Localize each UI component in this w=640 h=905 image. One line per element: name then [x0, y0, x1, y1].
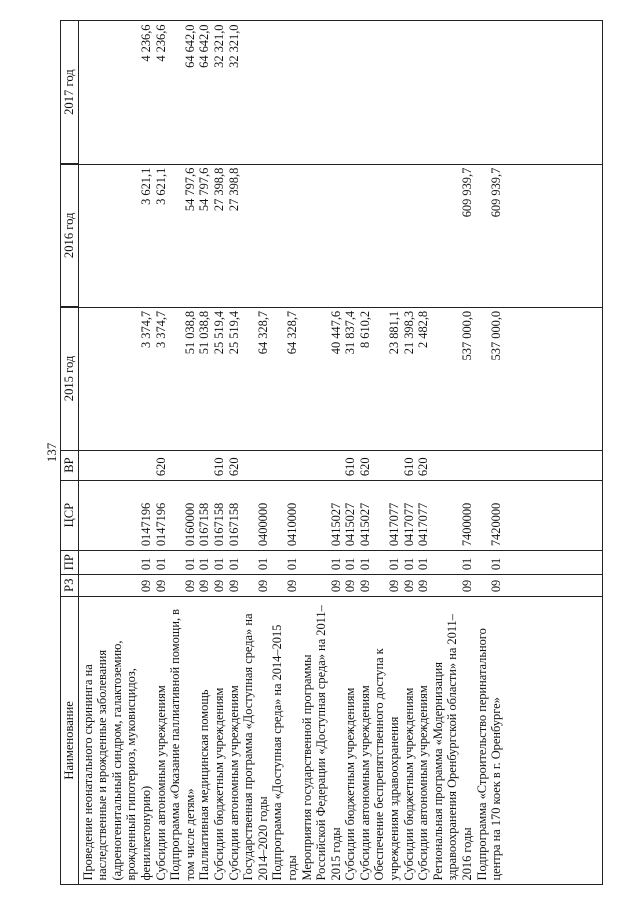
cell-name: Мероприятия государственной программы Российской Федерации «Доступная среда» на 2011–2015 годы	[299, 605, 343, 881]
cell-y2017	[431, 21, 475, 164]
table-row	[197, 21, 212, 885]
cell-y2017	[270, 21, 299, 164]
cell-csr: 0417077	[401, 502, 416, 547]
cell-y2015: 40 447,6	[328, 310, 343, 355]
cell-pr: 01	[343, 557, 358, 571]
cell-vr	[475, 450, 504, 480]
cell-name: Субсидии автономным учреждениям	[153, 685, 168, 881]
cell-csr: 0415027	[357, 502, 372, 547]
table-row	[358, 21, 373, 885]
cell-vr	[78, 450, 153, 480]
cell-pr: 01	[489, 557, 504, 571]
cell-y2015: 21 398,3	[401, 310, 416, 355]
budget-table	[60, 20, 504, 885]
cell-name: Субсидии бюджетным учреждениям	[343, 687, 358, 881]
cell-y2017: 64 642,0	[182, 24, 197, 68]
cell-y2017	[416, 21, 431, 164]
cell-rz: 09	[226, 579, 241, 593]
cell-pr: 01	[460, 557, 475, 571]
cell-y2016	[358, 164, 373, 307]
header-csr: ЦСР	[61, 480, 79, 550]
cell-y2016: 609 939,7	[460, 167, 475, 218]
cell-y2016: 3 621,1	[138, 167, 153, 205]
cell-csr: 0160000	[182, 502, 197, 547]
cell-rz: 09	[138, 579, 153, 593]
header-name: Наименование	[61, 596, 79, 884]
header-2015: 2015 год	[61, 307, 79, 450]
table-row	[475, 21, 504, 885]
cell-csr: 7400000	[460, 502, 475, 547]
cell-y2015: 537 000,0	[460, 310, 475, 361]
cell-y2017: 4 236,6	[153, 24, 168, 62]
cell-rz: 09	[197, 579, 212, 593]
cell-vr: 610	[401, 457, 416, 477]
cell-vr: 620	[416, 457, 431, 477]
cell-y2015: 31 837,4	[343, 310, 358, 355]
cell-y2015: 64 328,7	[255, 310, 270, 355]
header-vr: ВР	[61, 450, 79, 480]
cell-vr: 620	[226, 457, 241, 477]
cell-vr	[168, 450, 197, 480]
cell-y2016: 27 398,8	[211, 167, 226, 212]
cell-vr: 610	[343, 457, 358, 477]
table-header	[61, 21, 79, 885]
cell-y2016: 54 797,6	[182, 167, 197, 212]
cell-rz: 09	[182, 579, 197, 593]
column-divider	[60, 550, 603, 551]
cell-pr: 01	[357, 557, 372, 571]
cell-y2016: 609 939,7	[489, 167, 504, 218]
cell-y2016	[343, 164, 358, 307]
cell-y2017	[475, 21, 504, 164]
cell-y2016	[402, 164, 417, 307]
cell-csr: 0167158	[226, 502, 241, 547]
column-divider	[60, 450, 603, 451]
column-divider	[60, 480, 603, 481]
table-row	[168, 21, 197, 885]
cell-csr: 0415027	[328, 502, 343, 547]
cell-csr: 0400000	[255, 502, 270, 547]
cell-y2015: 51 038,8	[182, 310, 197, 355]
cell-name: Региональная программа «Модернизация здравоохранения Оренбургской области» на 2011–2016 годы	[430, 614, 475, 881]
cell-csr: 0167158	[211, 502, 226, 547]
cell-rz: 09	[284, 579, 299, 593]
cell-vr	[197, 450, 212, 480]
cell-vr: 620	[357, 457, 372, 477]
cell-y2015: 8 610,2	[357, 310, 372, 349]
cell-y2015: 25 519,4	[211, 310, 226, 355]
cell-y2016: 3 621,1	[153, 167, 168, 205]
column-divider	[60, 574, 603, 575]
cell-y2017	[241, 21, 270, 164]
cell-rz: 09	[489, 579, 504, 593]
table-row	[402, 21, 417, 885]
cell-pr: 01	[153, 557, 168, 571]
cell-y2017	[372, 21, 401, 164]
cell-y2016	[241, 164, 270, 307]
cell-name: Подпрограмма «Строительство перинатального центра на 170 коек в г. Оренбурге»	[474, 628, 504, 881]
cell-rz: 09	[357, 579, 372, 593]
cell-csr: 0417077	[387, 502, 402, 547]
cell-name: Подпрограмма «Доступная среда» на 2014–2015 годы	[270, 624, 299, 881]
cell-name: Субсидии автономным учреждениям	[416, 685, 431, 881]
cell-rz: 09	[387, 579, 402, 593]
cell-vr	[241, 450, 270, 480]
cell-pr: 01	[211, 557, 226, 571]
cell-y2015: 3 374,7	[138, 310, 153, 349]
cell-name: Проведение неонатального скрининга на наследственные и врожденные заболевания (адреногенитальный синдром, галактоземию, врожденный гипотериоз, муковисцидоз, фенилкетонурию)	[80, 640, 153, 881]
cell-y2017: 32 321,0	[226, 24, 241, 68]
table-body	[78, 21, 504, 885]
cell-name: Субсидии бюджетным учреждениям	[211, 687, 226, 881]
cell-pr: 01	[416, 557, 431, 571]
header-pr: ПР	[61, 550, 79, 574]
cell-rz: 09	[328, 579, 343, 593]
table-row	[241, 21, 270, 885]
cell-vr: 620	[153, 457, 168, 477]
cell-name: Подпрограмма «Оказание паллиативной помощи, в том числе детям»	[168, 608, 197, 881]
table-row	[343, 21, 358, 885]
table-row	[154, 21, 169, 885]
cell-rz: 09	[401, 579, 416, 593]
cell-y2017	[300, 21, 344, 164]
cell-pr: 01	[226, 557, 241, 571]
cell-csr: 0410000	[284, 502, 299, 547]
cell-pr: 01	[138, 557, 153, 571]
cell-name: Субсидии автономным учреждениям	[226, 685, 241, 881]
column-divider	[60, 596, 603, 597]
page-number: 137	[44, 442, 59, 463]
rotated-table-block	[36, 20, 611, 885]
cell-csr: 0147196	[153, 502, 168, 547]
cell-name: Субсидии автономным учреждениям	[357, 685, 372, 881]
cell-csr: 0167158	[197, 502, 212, 547]
cell-pr: 01	[197, 557, 212, 571]
cell-rz: 09	[211, 579, 226, 593]
cell-csr: 7420000	[489, 502, 504, 547]
cell-rz: 09	[153, 579, 168, 593]
cell-name: Обеспечение беспрепятственного доступа к учреждениям здравоохранения	[372, 648, 402, 881]
cell-y2017	[343, 21, 358, 164]
cell-y2015: 25 519,4	[226, 310, 241, 355]
cell-rz: 09	[416, 579, 431, 593]
cell-y2015: 23 881,1	[387, 310, 402, 355]
cell-vr: 610	[211, 457, 226, 477]
header-2017: 2017 год	[61, 21, 79, 164]
cell-rz: 09	[255, 579, 270, 593]
column-divider	[60, 164, 603, 165]
cell-y2016	[372, 164, 401, 307]
table-row	[300, 21, 344, 885]
cell-pr: 01	[255, 557, 270, 571]
table-row	[431, 21, 475, 885]
cell-csr: 0417077	[416, 502, 431, 547]
cell-name: Субсидии бюджетным учреждениям	[401, 687, 416, 881]
cell-y2017: 4 236,6	[138, 24, 153, 62]
cell-y2015: 2 482,8	[416, 310, 431, 349]
table-row	[212, 21, 227, 885]
cell-csr: 0147196	[138, 502, 153, 547]
header-rz: РЗ	[61, 574, 79, 596]
cell-y2016: 27 398,8	[226, 167, 241, 212]
cell-vr	[431, 450, 475, 480]
cell-y2017	[358, 21, 373, 164]
cell-vr	[300, 450, 344, 480]
table-row	[416, 21, 431, 885]
cell-csr: 0415027	[343, 502, 358, 547]
cell-y2017: 32 321,0	[211, 24, 226, 68]
cell-pr: 01	[182, 557, 197, 571]
cell-y2016: 54 797,6	[197, 167, 212, 212]
cell-y2017: 64 642,0	[197, 24, 212, 68]
cell-pr: 01	[387, 557, 402, 571]
table-row	[227, 21, 242, 885]
cell-y2015: 64 328,7	[284, 310, 299, 355]
cell-name: Паллиативная медицинская помощь	[197, 689, 212, 881]
table-row	[372, 21, 401, 885]
cell-vr	[270, 450, 299, 480]
table-row	[78, 21, 153, 885]
cell-y2015: 51 038,8	[197, 310, 212, 355]
cell-y2017	[402, 21, 417, 164]
cell-rz: 09	[460, 579, 475, 593]
cell-rz: 09	[343, 579, 358, 593]
cell-y2016	[270, 164, 299, 307]
cell-y2015: 3 374,7	[153, 310, 168, 349]
cell-pr: 01	[284, 557, 299, 571]
column-divider	[60, 307, 603, 308]
header-2016: 2016 год	[61, 164, 79, 307]
cell-y2015: 537 000,0	[489, 310, 504, 361]
cell-pr: 01	[401, 557, 416, 571]
cell-pr: 01	[328, 557, 343, 571]
cell-y2016	[300, 164, 344, 307]
cell-name: Государственная программа «Доступная среда» на 2014–2020 годы	[241, 613, 270, 881]
cell-y2016	[416, 164, 431, 307]
table-row	[270, 21, 299, 885]
cell-vr	[372, 450, 401, 480]
